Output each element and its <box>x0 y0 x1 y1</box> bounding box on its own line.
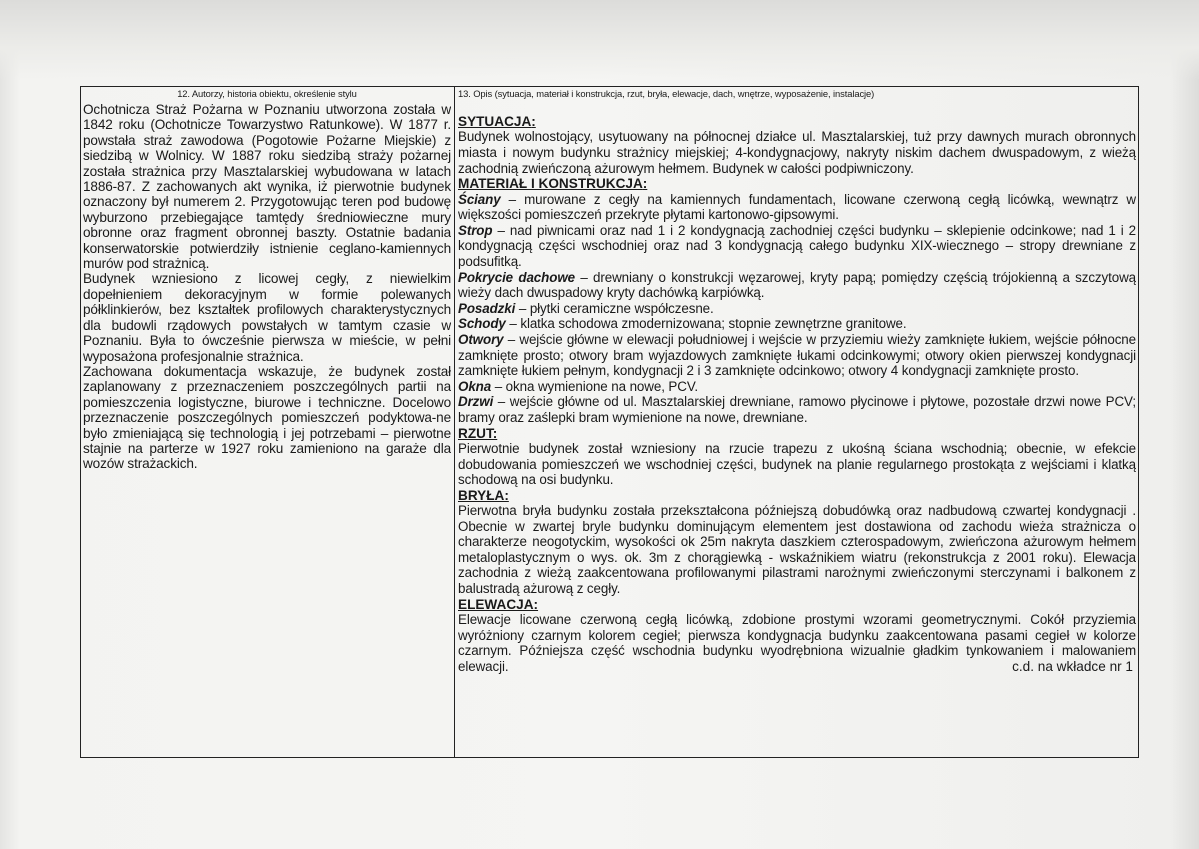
bryla-text: Pierwotna bryła budynku została przekształcona późniejszą dobudówką oraz nadbudową czwartej kondygnacji . Obecnie w zwartej bryle budynku dominującym elementem jest dostawiona od zachodu wieża strażnicza o charakterze neogotyckim, wysokości ok 25m nakryta daszkiem czterospadowym, zwieńczona ażurowym hełmem metaloplastycznym o wys. ok. 3m z chorągiewką - wskaźnikiem wiatru (rekonstrukcja z 2001 roku). Elewacja zachodnia z wieżą zaakcentowana profilowanymi pilastrami narożnymi zwieńczonymi sterczynami i balkonem z balustradą ażurową z cegły. <box>458 503 1136 597</box>
section-title-sytuacja: SYTUACJA: <box>458 114 536 129</box>
history-paragraph-3: Zachowana dokumentacja wskazuje, że budynek został zaplanowany z przeznaczeniem poszczególnych partii na pomieszczenia logistyczne, biurowe i techniczne. Docelowo przeznaczenie poszczególnych pomieszczeń podyktowa-ne było zmieniającą się technologią i jej potrzebami – pierwotne stajnie na parterze w 1927 roku zamieniono na garaże dla wozów strażackich. <box>83 363 451 472</box>
history-paragraph-1: Ochotnicza Straż Pożarna w Poznaniu utworzona została w 1842 roku (Ochotnicze Towarzystwo Ratunkowe). W 1877 r. powstała straż zawodowa (Pogotowie Pożarne Miejskie) z siedzibą w Wolnicy. W 1887 roku siedzibą straży pożarnej została strażnica przy Masztalarskiej wybudowana w latach 1886-87. Z zachowanych akt wynika, iż pierwotnie budynek oznaczony był numerem 2. Przygotowując teren pod budowę wyburzono przebiegające tamtędy średniowieczne mury obronne oraz fragment obronnej baszty. Ostatnie badania konserwatorskie potwierdziły istnienie ceglano-kamiennych murów pod strażnicą. <box>83 102 451 272</box>
column-divider <box>454 87 455 757</box>
material-item: Strop – nad piwnicami oraz nad 1 i 2 kondygnacją zachodniej części budynku – sklepienie odcinkowe; nad 1 i 2 kondygnacją części wschodniej oraz nad 3 kondygnacją całego budynku XIX-wiecznego – stropy drewniane z podsufitką. <box>458 222 1136 269</box>
material-item: Okna – okna wymienione na nowe, PCV. <box>458 378 699 394</box>
section-title-rzut: RZUT: <box>458 425 498 441</box>
rzut-text: Pierwotnie budynek został wzniesiony na rzucie trapezu z ukośną ściana wschodnią; obecnie, w efekcie dobudowania pomieszczeń we wschodniej części, budynek na planie regularnego prostokąta z wejściami i klatką schodową na osi budynku. <box>458 440 1136 488</box>
description-column <box>458 88 1136 756</box>
material-item: Otwory – wejście główne w elewacji południowej i wejście w przyziemiu wieży zamknięte łukiem, wejście północne zamknięte prosto; otwory bram wyjazdowych zamknięte łukami odcinkowymi; otwory okien pierwszej kondygnacji zamknięte łukiem pełnym, kondygnacji 2 i 3 zamknięte odcinkowo; otwory 4 kondygnacji zamknięte prosto. <box>458 331 1136 379</box>
description-header: 13. Opis (sytuacja, materiał i konstrukcja, rzut, bryła, elewacje, dach, wnętrze, wyposażenie, instalacje) <box>458 88 875 99</box>
history-text <box>83 102 451 472</box>
material-item: Drzwi – wejście główne od ul. Masztalarskiej drewniane, ramowo płycinowe i płytowe, pozostałe drzwi nowe PCV; bramy oraz zaślepki bram wymienione na nowe, drewniane. <box>458 394 1136 425</box>
section-title-material: MATERIAŁ I KONSTRUKCJA: <box>458 176 648 192</box>
description-text <box>458 114 1136 674</box>
history-column <box>83 88 451 756</box>
material-item: Pokrycie dachowe – drewniany o konstrukcji węzarowej, kryty papą; pomiędzy częścią trójokienną a szczytową wieży dach dwuspadowy kryty dachówką karpiówką. <box>458 269 1136 301</box>
history-paragraph-2: Budynek wzniesiono z licowej cegły, z niewielkim dopełnieniem dekoracyjnym w formie polewanych półklinkierów, bez kształtek profilowych charakterystycznych dla budowli rządowych powstałych w tamtym czasie w Poznaniu. Była to ówcześnie pierwsza w mieście, w pełni wyposażona profesjonalnie strażnica. <box>83 271 451 364</box>
section-title-elewacja: ELEWACJA: <box>458 596 539 612</box>
material-item: Posadzki – płytki ceramiczne współczesne. <box>458 300 714 316</box>
continuation-note: c.d. na wkładce nr 1 <box>1012 658 1133 674</box>
material-item: Ściany – murowane z cegły na kamiennych fundamentach, licowane czerwoną cegłą licówką, wewnątrz w większości pomieszczeń przekryte płytami kartonowo-gipsowymi. <box>458 191 1136 223</box>
sytuacja-text: Budynek wolnostojący, usytuowany na północnej działce ul. Masztalarskiej, tuż przy dawnych murach obronnych miasta i nowym budynku strażnicy miejskiej; 4-kondygnacjowy, nakryty niskim dachem dwuspadowym, z wieżą zachodnią zwieńczoną ażurowym hełmem. Budynek w całości podpiwniczony. <box>458 129 1136 176</box>
record-card-table <box>80 86 1139 758</box>
scan-shadow <box>0 0 1199 80</box>
material-item: Schody – klatka schodowa zmodernizowana; stopnie zewnętrzne granitowe. <box>458 316 907 332</box>
history-header: 12. Autorzy, historia obiektu, określenie stylu <box>177 88 357 99</box>
elewacja-text: Elewacje licowane czerwoną cegłą licówką, zdobione prostymi wzorami geometrycznymi. Cokół przyziemia wyróżniony czarnym kolorem cegieł; pierwsza kondygnacja budynku zaakcentowana pasami cegieł w kolorze czarnym. Późniejsza część wschodnia budynku wyodrębniona wizualnie gładkim tynkowaniem i malowaniem elewacji. <box>458 612 1136 674</box>
section-title-bryla: BRYŁA: <box>458 487 509 503</box>
